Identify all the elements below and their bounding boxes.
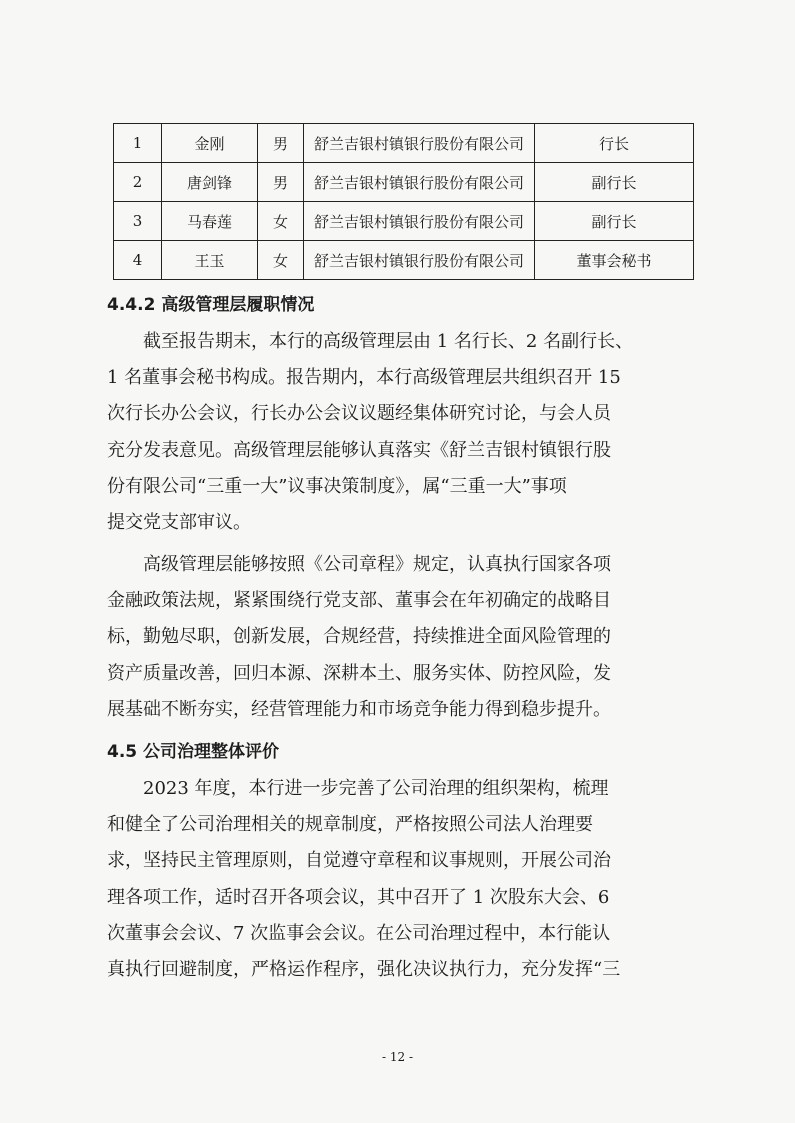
paragraph-management-composition [107, 324, 697, 541]
paragraph-line: 截至报告期末，本行的高级管理层由 1 名行长、2 名副行长、 [143, 331, 634, 352]
row-number: 1 [114, 124, 162, 163]
paragraph-line: 资产质量改善，回归本源、深耕本土、服务实体、防控风险，发 [107, 662, 611, 684]
senior-management-table [113, 123, 694, 280]
person-gender: 女 [258, 202, 304, 241]
person-title: 副行长 [535, 163, 694, 202]
person-name: 王玉 [162, 241, 258, 280]
person-company: 舒兰吉银村镇银行股份有限公司 [304, 241, 535, 280]
table-row [114, 241, 694, 280]
paragraph-governance-evaluation [107, 771, 697, 988]
table-row [114, 124, 694, 163]
paragraph-line: 真执行回避制度，严格运作程序，强化决议执行力，充分发挥“三 [107, 959, 621, 981]
table-row [114, 202, 694, 241]
section-heading-4-4-2: 4.4.2 高级管理层履职情况 [107, 295, 315, 315]
page-number: - 12 - [381, 1050, 413, 1064]
paragraph-line: 充分发表意见。高级管理层能够认真落实《舒兰吉银村镇银行股 [107, 439, 611, 461]
paragraph-line: 理各项工作，适时召开各项会议，其中召开了 1 次股东大会、6 [107, 886, 610, 908]
paragraph-line: 高级管理层能够按照《公司章程》规定，认真执行国家各项 [143, 554, 611, 575]
paragraph-line: 1 名董事会秘书构成。报告期内，本行高级管理层共组织召开 15 [107, 367, 621, 389]
person-name: 唐剑锋 [162, 163, 258, 202]
person-title: 副行长 [535, 202, 694, 241]
paragraph-line: 次董事会会议、7 次监事会会议。在公司治理过程中，本行能认 [107, 922, 611, 944]
paragraph-line: 展基础不断夯实，经营管理能力和市场竞争能力得到稳步提升。 [107, 698, 611, 720]
paragraph-line: 提交党支部审议。 [107, 512, 251, 534]
person-name: 金刚 [162, 124, 258, 163]
person-company: 舒兰吉银村镇银行股份有限公司 [304, 163, 535, 202]
person-title: 行长 [535, 124, 694, 163]
row-number: 4 [114, 241, 162, 280]
paragraph-line: 份有限公司“三重一大”议事决策制度》，属“三重一大”事项 [107, 475, 567, 497]
row-number: 2 [114, 163, 162, 202]
row-number: 3 [114, 202, 162, 241]
paragraph-line: 次行长办公会议，行长办公会议议题经集体研究讨论，与会人员 [107, 403, 611, 425]
person-title: 董事会秘书 [535, 241, 694, 280]
table-row [114, 163, 694, 202]
person-company: 舒兰吉银村镇银行股份有限公司 [304, 124, 535, 163]
paragraph-management-performance [107, 547, 697, 728]
paragraph-line: 求，坚持民主管理原则，自觉遵守章程和议事规则，开展公司治 [107, 850, 611, 872]
person-gender: 男 [258, 124, 304, 163]
paragraph-line: 标，勤勉尽职，创新发展，合规经营，持续推进全面风险管理的 [107, 626, 611, 648]
paragraph-line: 2023 年度，本行进一步完善了公司治理的组织架构，梳理 [143, 778, 609, 799]
paragraph-line: 和健全了公司治理相关的规章制度，严格按照公司法人治理要 [107, 814, 593, 836]
section-heading-4-5: 4.5 公司治理整体评价 [107, 742, 280, 762]
person-gender: 女 [258, 241, 304, 280]
person-name: 马春莲 [162, 202, 258, 241]
person-gender: 男 [258, 163, 304, 202]
person-company: 舒兰吉银村镇银行股份有限公司 [304, 202, 535, 241]
paragraph-line: 金融政策法规，紧紧围绕行党支部、董事会在年初确定的战略目 [107, 590, 611, 612]
